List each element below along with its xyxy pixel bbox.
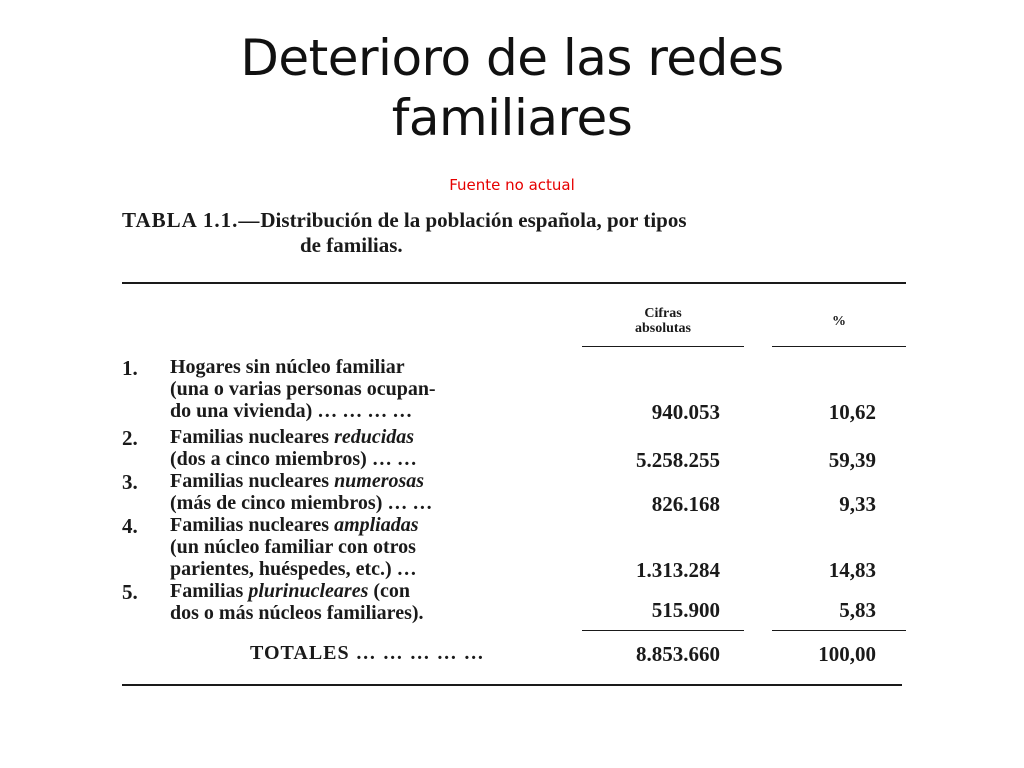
row-label-line: Familias plurinucleares (con xyxy=(170,580,411,602)
row-label-line: Familias nucleares numerosas xyxy=(170,470,425,492)
row-absolute-value: 1.313.284 xyxy=(636,558,720,582)
row-number: 2. xyxy=(122,426,138,450)
totals-rule-percent xyxy=(772,630,906,631)
row-label-line: (un núcleo familiar con otros xyxy=(170,536,416,558)
row-percent-value: 5,83 xyxy=(839,598,876,622)
table-caption xyxy=(122,208,922,258)
row-number: 5. xyxy=(122,580,138,604)
totals-percent-value: 100,00 xyxy=(818,642,876,666)
col-head-absolute xyxy=(582,306,744,336)
row-percent-value: 10,62 xyxy=(828,400,876,424)
totals-rule-absolute xyxy=(582,630,744,631)
row-label xyxy=(170,514,558,580)
col-rule-absolute xyxy=(582,346,744,347)
row-label-line: do una vivienda) … … … … xyxy=(170,400,413,422)
row-number: 3. xyxy=(122,470,138,494)
row-label-line: Hogares sin núcleo familiar xyxy=(170,356,405,378)
row-label-line: Familias nucleares ampliadas xyxy=(170,514,419,536)
row-label-line: Familias nucleares reducidas xyxy=(170,426,415,448)
row-label xyxy=(170,470,558,514)
col-head-percent: % xyxy=(832,314,846,329)
row-number: 4. xyxy=(122,514,138,538)
row-percent-value: 9,33 xyxy=(839,492,876,516)
row-label xyxy=(170,426,558,470)
top-rule xyxy=(122,282,906,284)
col-head-absolute-line-2: absolutas xyxy=(634,321,692,336)
slide-title xyxy=(0,28,1024,148)
slide-title-line-1: Deterioro de las redes xyxy=(240,29,784,87)
row-label xyxy=(170,356,558,422)
row-label-line: dos o más núcleos familiares). xyxy=(170,602,424,624)
row-percent-value: 14,83 xyxy=(828,558,876,582)
row-label xyxy=(170,580,558,624)
row-percent-value: 59,39 xyxy=(828,448,876,472)
bottom-rule xyxy=(122,684,902,686)
row-absolute-value: 515.900 xyxy=(651,598,720,622)
source-note: Fuente no actual xyxy=(449,176,575,194)
col-rule-percent xyxy=(772,346,906,347)
table-caption-line-1: Distribución de la población española, por tipos xyxy=(260,208,687,232)
table-caption-line-2: de familias. xyxy=(300,233,403,257)
totals-label: TOTALES … … … … … xyxy=(250,642,485,664)
row-absolute-value: 826.168 xyxy=(651,492,720,516)
row-absolute-value: 5.258.255 xyxy=(636,448,720,472)
row-absolute-value: 940.053 xyxy=(651,400,720,424)
col-head-absolute-line-1: Cifras xyxy=(644,306,682,321)
row-label-line: (más de cinco miembros) … … xyxy=(170,492,433,514)
row-label-line: (dos a cinco miembros) … … xyxy=(170,448,417,470)
row-label-line: (una o varias personas ocupan- xyxy=(170,378,436,400)
slide-title-line-2: familiares xyxy=(391,89,633,147)
totals-absolute-value: 8.853.660 xyxy=(636,642,720,666)
row-label-line: parientes, huéspedes, etc.) … xyxy=(170,558,417,580)
row-number: 1. xyxy=(122,356,138,380)
table-caption-label: TABLA 1.1.— xyxy=(122,208,261,232)
